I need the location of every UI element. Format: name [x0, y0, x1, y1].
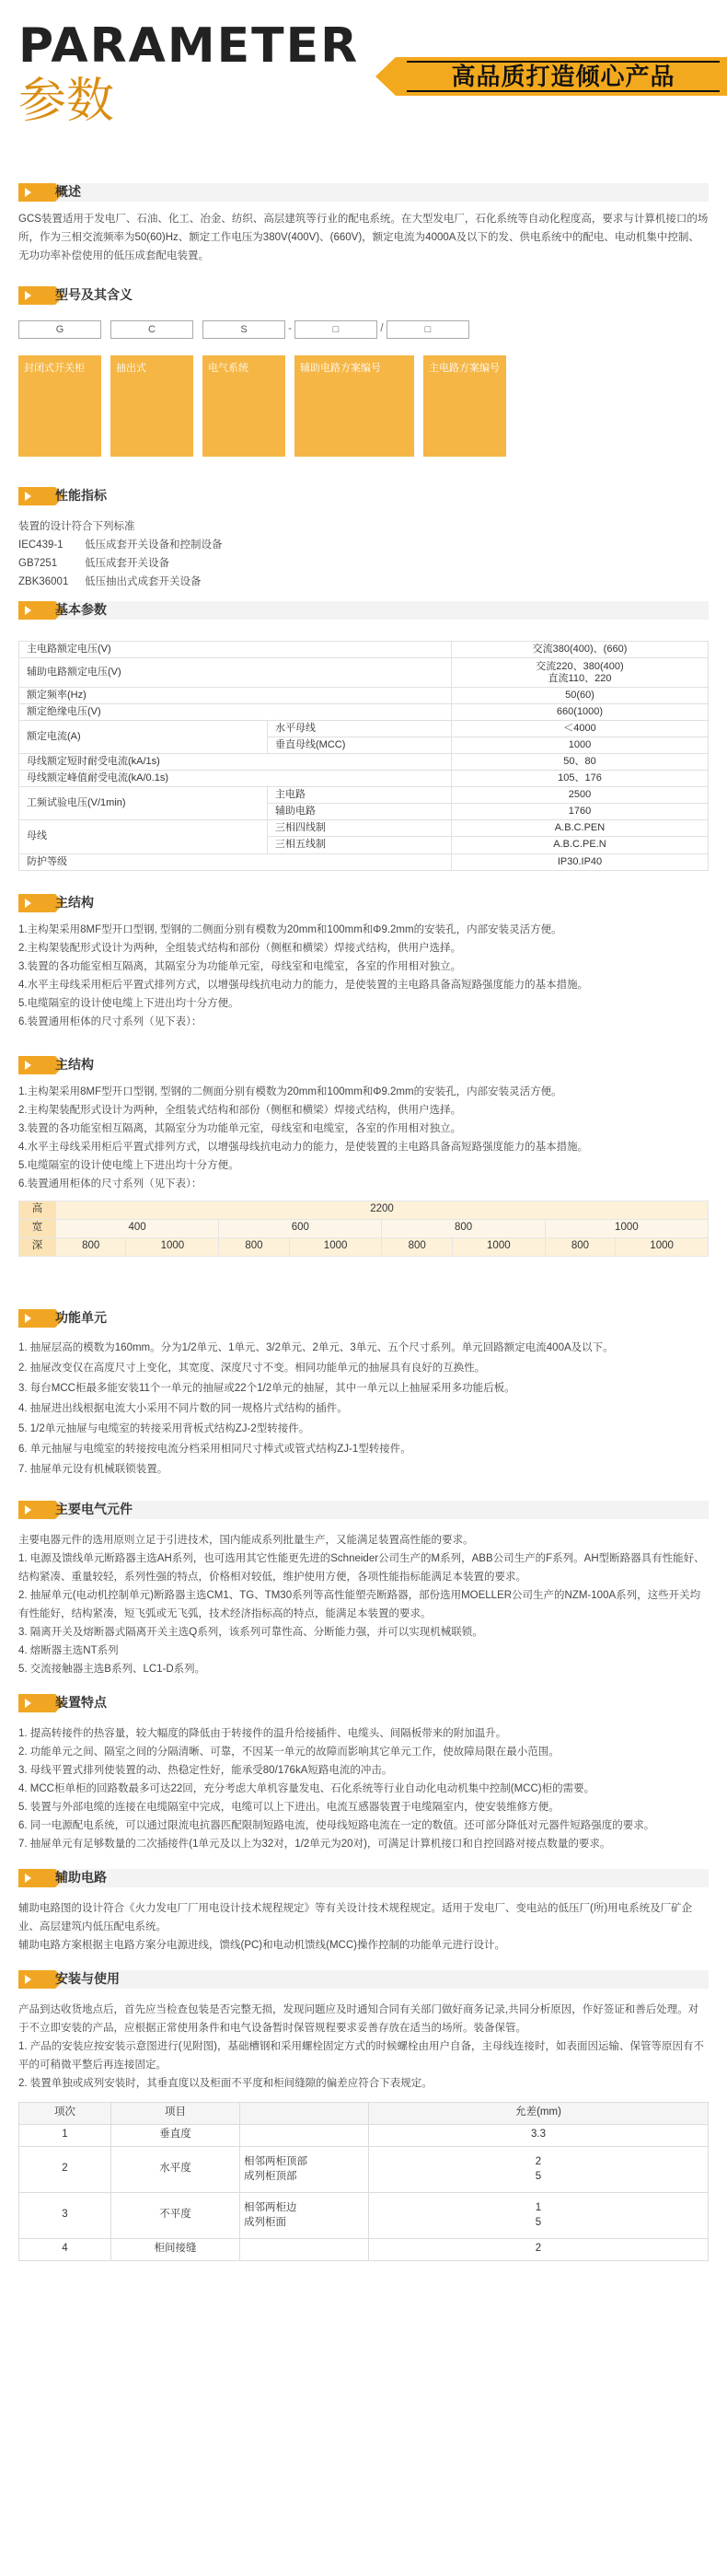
section-aux-header: [18, 1866, 709, 1890]
row-value: 2: [535, 2156, 542, 2168]
table-row: [19, 2238, 709, 2260]
model-code-box: S: [202, 320, 285, 339]
list-item: 3. 母线平置式排列使装置的动、热稳定性好，能承受80/176kA短路电流的冲击。: [18, 1764, 393, 1776]
list-item: 6. 单元抽屉与电缆室的转接按电流分档采用相同尺寸棒式或管式结构ZJ-1型转接件。: [18, 1443, 411, 1455]
param-value: 1760: [452, 804, 709, 820]
param-sub: 辅助电路: [268, 804, 452, 820]
param-sub: 主电路: [268, 787, 452, 804]
model-meaning-box: 主电路方案编号: [423, 355, 506, 457]
standard-desc: 低压抽出式成套开关设备: [85, 576, 202, 587]
param-name: 母线额定峰值耐受电流(kA/0.1s): [19, 771, 452, 787]
section-features-header: [18, 1691, 709, 1715]
dim-label: 高: [19, 1201, 56, 1219]
table-row: [19, 688, 709, 704]
table-row: [19, 704, 709, 721]
row-no: 3: [19, 2192, 111, 2238]
section-title: 基本参数: [55, 602, 107, 618]
param-name: 辅助电路额定电压(V): [19, 658, 452, 688]
list-item: 4. 抽屉进出线根据电流大小采用不同片数的同一规格片式结构的插件。: [18, 1402, 348, 1414]
list-item: 5. 装置与外部电缆的连接在电缆隔室中完成，电缆可以上下进出。电流互感器装置于电缆隔室内，使安装维修方便。: [18, 1801, 560, 1813]
function-list: [18, 1338, 709, 1479]
row-item: 水平度: [111, 2146, 240, 2192]
section-title: 主结构: [55, 1056, 94, 1072]
install-list: [18, 2037, 709, 2093]
dim-label: 宽: [19, 1219, 56, 1237]
dim-depth: 1000: [126, 1237, 219, 1256]
row-value: 5: [535, 2217, 542, 2229]
model-meaning-box: 电气系统: [202, 355, 285, 457]
model-meaning-box: 封闭式开关柜: [18, 355, 101, 457]
list-item: 1. 提高转接件的热容量，较大幅度的降低由于转接件的温升给接插件、电缆头、间隔板带来的附加温升。: [18, 1727, 507, 1739]
row-no: 1: [19, 2124, 111, 2146]
aux-text: 辅助电路方案根据主电路方案分电源进线，馈线(PC)和电动机馈线(MCC)操作控制的功能单元进行设计。: [18, 1939, 505, 1951]
overview-text: GCS装置适用于发电厂、石油、化工、冶金、纺织、高层建筑等行业的配电系统。在大型发电厂，石化系统等自动化程度高，要求与计算机接口的场所，作为三相交流频率为50(60)Hz、额定工作电压为380V(400V)、(660V)，额定电流为4000A及以下的发、供电系统中的配电、电动机集中控制、无功功率补偿使用的低压成套配电装置。: [18, 214, 709, 261]
cabinet-dimension-table: [18, 1201, 709, 1257]
table-header-row: [19, 2102, 709, 2124]
param-value: 50(60): [452, 688, 709, 704]
section-install-header: [18, 1967, 709, 1991]
param-name: 额定频率(Hz): [19, 688, 452, 704]
param-value: ＜4000: [452, 721, 709, 737]
section-components-header: [18, 1498, 709, 1522]
table-row: [19, 771, 709, 787]
list-item: 5.电缆隔室的设计使电缆上下进出均十分方便。: [18, 1159, 239, 1171]
model-code-row: G C S - □ / □: [18, 320, 709, 339]
list-item: 1. 抽屉层高的模数为160mm。分为1/2单元、1单元、3/2单元、2单元、3单元、五个尺寸系列。单元回路额定电流400A及以下。: [18, 1341, 614, 1353]
list-item: 2. 抽屉改变仅在高度尺寸上变化，其宽度、深度尺寸不变。相同功能单元的抽屉具有良好的互换性。: [18, 1362, 486, 1374]
param-sub: 三相五线制: [268, 837, 452, 853]
row-no: 2: [19, 2146, 111, 2192]
structure-list: [18, 1083, 709, 1193]
dim-depth: 1000: [616, 1237, 709, 1256]
section-title: 安装与使用: [55, 1970, 120, 1986]
components-list: [18, 1549, 709, 1678]
list-item: 1. 产品的安装应按安装示意图进行(见附图)，基础槽钢和采用螺栓固定方式的时候螺栓由用户自备，主母线连接时，如表面因运输、保管等原因有不平的可稍微平整后再连接固定。: [18, 2040, 704, 2071]
param-value: 交流220、380(400) 直流110、220: [452, 658, 709, 688]
row-item: 不平度: [111, 2192, 240, 2238]
standard-code: IEC439-1: [18, 540, 63, 551]
list-item: 2. 装置单独或成列安装时，其垂直度以及柜面不平度和柜间缝隙的偏差应符合下表规定。: [18, 2077, 433, 2089]
section-function-header: [18, 1306, 709, 1330]
list-item: 7. 抽屉单元设有机械联锁装置。: [18, 1463, 168, 1475]
standard-code: ZBK36001: [18, 576, 69, 587]
list-item: 3. 隔离开关及熔断器式隔离开关主选Q系列，该系列可靠性高、分断能力强，并可以实现机械联锁。: [18, 1626, 483, 1638]
table-row: [19, 2146, 709, 2192]
dim-width: 1000: [545, 1219, 708, 1237]
features-list: [18, 1724, 709, 1853]
standard-desc: 低压成套开关设备: [85, 558, 169, 569]
param-name: 母线额定短时耐受电流(kA/1s): [19, 754, 452, 771]
table-row: [19, 820, 709, 837]
list-item: 1.主构架采用8MF型开口型钢, 型钢的二侧面分别有模数为20mm和100mm和Φ9.2mm的安装孔，内部安装灵活方便。: [18, 1085, 562, 1097]
param-value: 1000: [452, 737, 709, 754]
dim-depth: 800: [219, 1237, 289, 1256]
param-value: A.B.C.PE.N: [452, 837, 709, 853]
row-sub: 相邻两柜边 成列柜面: [240, 2192, 369, 2238]
list-item: 7. 抽屉单元有足够数量的二次插接件(1单元及以上为32对，1/2单元为20对)，可满足计算机接口和自控回路对接点数量的要求。: [18, 1838, 611, 1850]
standard-row: [18, 536, 709, 554]
table-row: [19, 853, 709, 870]
table-row: [19, 642, 709, 658]
standard-row: [18, 554, 709, 573]
param-sub: 垂直母线(MCC): [268, 737, 452, 754]
section-title: 型号及其含义: [55, 287, 133, 303]
param-name: 主电路额定电压(V): [19, 642, 452, 658]
dim-depth: 1000: [289, 1237, 382, 1256]
list-item: 6.装置通用柜体的尺寸系列（见下表）：: [18, 1015, 202, 1027]
model-code-box: C: [110, 320, 193, 339]
dim-depth: 800: [545, 1237, 615, 1256]
basic-params-table: [18, 641, 709, 871]
standard-desc: 低压成套开关设备和控制设备: [85, 540, 223, 551]
section-title: 概述: [55, 184, 81, 200]
components-intro: 主要电器元件的选用原则立足于引进技术，国内能成系列批量生产，又能满足装置高性能的要求。: [18, 1534, 474, 1546]
list-item: 2. 抽屉单元(电动机控制单元)断路器主选CM1、TG、TM30系列等高性能塑壳断路器，部份选用MOELLER公司生产的NZM-100A系列，这些开关均有性能好，结构紧凑，短飞弧或无飞弧，技术经济指标高的特点，能满足本装置的要求。: [18, 1589, 701, 1619]
list-item: 3. 每台MCC柜最多能安装11个一单元的抽屉或22个1/2单元的抽屉，其中一单元以上抽屉采用多功能后板。: [18, 1382, 515, 1394]
table-row: [19, 2124, 709, 2146]
dim-height: 2200: [56, 1201, 709, 1219]
section-structure-header: [18, 1053, 709, 1077]
param-value: 50、80: [452, 754, 709, 771]
section-basic-header: [18, 598, 709, 622]
param-value: 2500: [452, 787, 709, 804]
row-item: 柜间接缝: [111, 2238, 240, 2260]
standard-code: GB7251: [18, 558, 58, 569]
model-code-box: G: [18, 320, 101, 339]
column-header: 项目: [111, 2102, 240, 2124]
list-item: 4.水平主母线采用柜后平置式排列方式，以增强母线抗电动力的能力，是使装置的主电路具备高短路强度能力的基本措施。: [18, 979, 589, 991]
section-structure-header: [18, 891, 709, 915]
row-item: 垂直度: [111, 2124, 240, 2146]
list-item: 1. 电源及馈线单元断路器主选AH系列，也可选用其它性能更先进的Schneider公司生产的M系列，ABB公司生产的F系列。AH型断路器具有性能好、结构紧凑、重量较轻，系列性强的特点，价格相对较低，维护使用方便，各项性能指标能满足本装置的要求。: [18, 1552, 705, 1583]
section-title: 辅助电路: [55, 1869, 107, 1885]
dim-depth: 1000: [452, 1237, 545, 1256]
list-item: 2.主构架装配形式设计为两种，全组装式结构和部份（侧框和横梁）焊接式结构，供用户选择。: [18, 942, 462, 954]
param-name: 额定绝缘电压(V): [19, 704, 452, 721]
row-value: 1: [535, 2202, 542, 2214]
section-model-header: [18, 284, 709, 307]
list-item: 2.主构架装配形式设计为两种，全组装式结构和部份（侧框和横梁）焊接式结构，供用户选择。: [18, 1104, 462, 1116]
section-title: 性能指标: [55, 488, 107, 504]
model-code-box: □: [387, 320, 469, 339]
list-item: 5. 1/2单元抽屉与电缆室的转接采用背板式结构ZJ-2型转接件。: [18, 1422, 310, 1434]
param-name: 工频试验电压(V/1min): [19, 787, 268, 820]
section-overview-header: [18, 180, 709, 204]
dim-depth: 800: [56, 1237, 126, 1256]
model-code-box: □: [294, 320, 377, 339]
row-sub: [240, 2124, 369, 2146]
performance-intro: 装置的设计符合下列标准: [18, 521, 135, 532]
dim-label: 深: [19, 1237, 56, 1256]
table-row: [19, 2192, 709, 2238]
slogan-text: 高品质打造倾心产品: [451, 63, 675, 90]
table-row: [19, 1219, 709, 1237]
table-row: [19, 1237, 709, 1256]
list-item: 5.电缆隔室的设计使电缆上下进出均十分方便。: [18, 997, 239, 1009]
param-value: 交流380(400)、(660): [452, 642, 709, 658]
param-name: 额定电流(A): [19, 721, 268, 754]
list-item: 4. 熔断器主选NT系列: [18, 1644, 119, 1656]
page-title: PARAMETER: [18, 18, 360, 74]
list-item: 2. 功能单元之间、隔室之间的分隔清晰、可靠，不因某一单元的故障而影响其它单元工作，使故障局限在最小范围。: [18, 1746, 560, 1758]
slogan-banner: [396, 57, 727, 96]
param-value: IP30.IP40: [452, 853, 709, 870]
param-sub: 三相四线制: [268, 820, 452, 837]
section-title: 主结构: [55, 894, 94, 910]
row-value: 3.3: [369, 2124, 709, 2146]
param-value: 660(1000): [452, 704, 709, 721]
list-item: 5. 交流接触器主选B系列、LC1-D系列。: [18, 1663, 206, 1675]
row-sub: [240, 2238, 369, 2260]
list-item: 4.水平主母线采用柜后平置式排列方式，以增强母线抗电动力的能力，是使装置的主电路具备高短路强度能力的基本措施。: [18, 1141, 589, 1153]
section-performance-header: [18, 484, 709, 508]
hero-header: [0, 0, 727, 129]
page-subtitle: 参数: [18, 74, 115, 129]
table-row: [19, 787, 709, 804]
param-name: 母线: [19, 820, 268, 853]
table-row: [19, 1201, 709, 1219]
model-meaning-box: 抽出式: [110, 355, 193, 457]
list-item: 3.装置的各功能室相互隔离，其隔室分为功能单元室，母线室和电缆室，各室的作用相对独立。: [18, 960, 462, 972]
model-meaning-box: 辅助电路方案编号: [294, 355, 414, 457]
param-value: A.B.C.PEN: [452, 820, 709, 837]
install-intro: 产品到达收货地点后，首先应当检查包装是否完整无损，发现问题应及时通知合同有关部门做好商务记录,共同分析原因，作好签证和善后处理。对于不立即安装的产品，应根据正常使用条件和电气设备暂时保管规程要求妥善存放在适当的场所。装备保管。: [18, 2003, 699, 2034]
dim-width: 800: [382, 1219, 545, 1237]
structure-list: [18, 921, 709, 1031]
row-no: 4: [19, 2238, 111, 2260]
row-sub: 相邻两柜顶部 成列柜顶部: [240, 2146, 369, 2192]
dim-width: 400: [56, 1219, 219, 1237]
list-item: 6.装置通用柜体的尺寸系列（见下表）：: [18, 1178, 202, 1189]
table-row: [19, 658, 709, 688]
param-sub: 水平母线: [268, 721, 452, 737]
section-title: 主要电气元件: [55, 1501, 133, 1516]
row-value: 5: [535, 2171, 542, 2183]
param-value: 105、176: [452, 771, 709, 787]
dim-depth: 800: [382, 1237, 452, 1256]
section-title: 功能单元: [55, 1309, 107, 1325]
param-name: 防护等级: [19, 853, 452, 870]
aux-text: 辅助电路图的设计符合《火力发电厂厂用电设计技术规程规定》等有关设计技术规程规定。适用于发电厂、变电站的低压厂(所)用电系统及厂矿企业、高层建筑内低压配电系统。: [18, 1902, 693, 1932]
list-item: 6. 同一电源配电系统，可以通过限流电抗器匹配限制短路电流，使母线短路电流在一定的数值。还可部分降低对元器件短路强度的要求。: [18, 1819, 655, 1831]
model-meaning-row: [18, 355, 709, 457]
section-title: 装置特点: [55, 1694, 107, 1710]
table-row: [19, 721, 709, 737]
column-header: [240, 2102, 369, 2124]
list-item: 1.主构架采用8MF型开口型钢, 型钢的二侧面分别有模数为20mm和100mm和Φ9.2mm的安装孔，内部安装灵活方便。: [18, 923, 562, 935]
list-item: 4. MCC柜单柜的回路数最多可达22回，充分考虑大单机容量发电、石化系统等行业自动化电动机集中控制(MCC)柜的需要。: [18, 1782, 595, 1794]
dim-width: 600: [219, 1219, 382, 1237]
tolerance-table: [18, 2102, 709, 2261]
standard-row: [18, 573, 709, 591]
table-row: [19, 754, 709, 771]
column-header: 项次: [19, 2102, 111, 2124]
list-item: 3.装置的各功能室相互隔离，其隔室分为功能单元室，母线室和电缆室，各室的作用相对独立。: [18, 1122, 462, 1134]
row-value: 2: [369, 2238, 709, 2260]
column-header: 允差(mm): [369, 2102, 709, 2124]
